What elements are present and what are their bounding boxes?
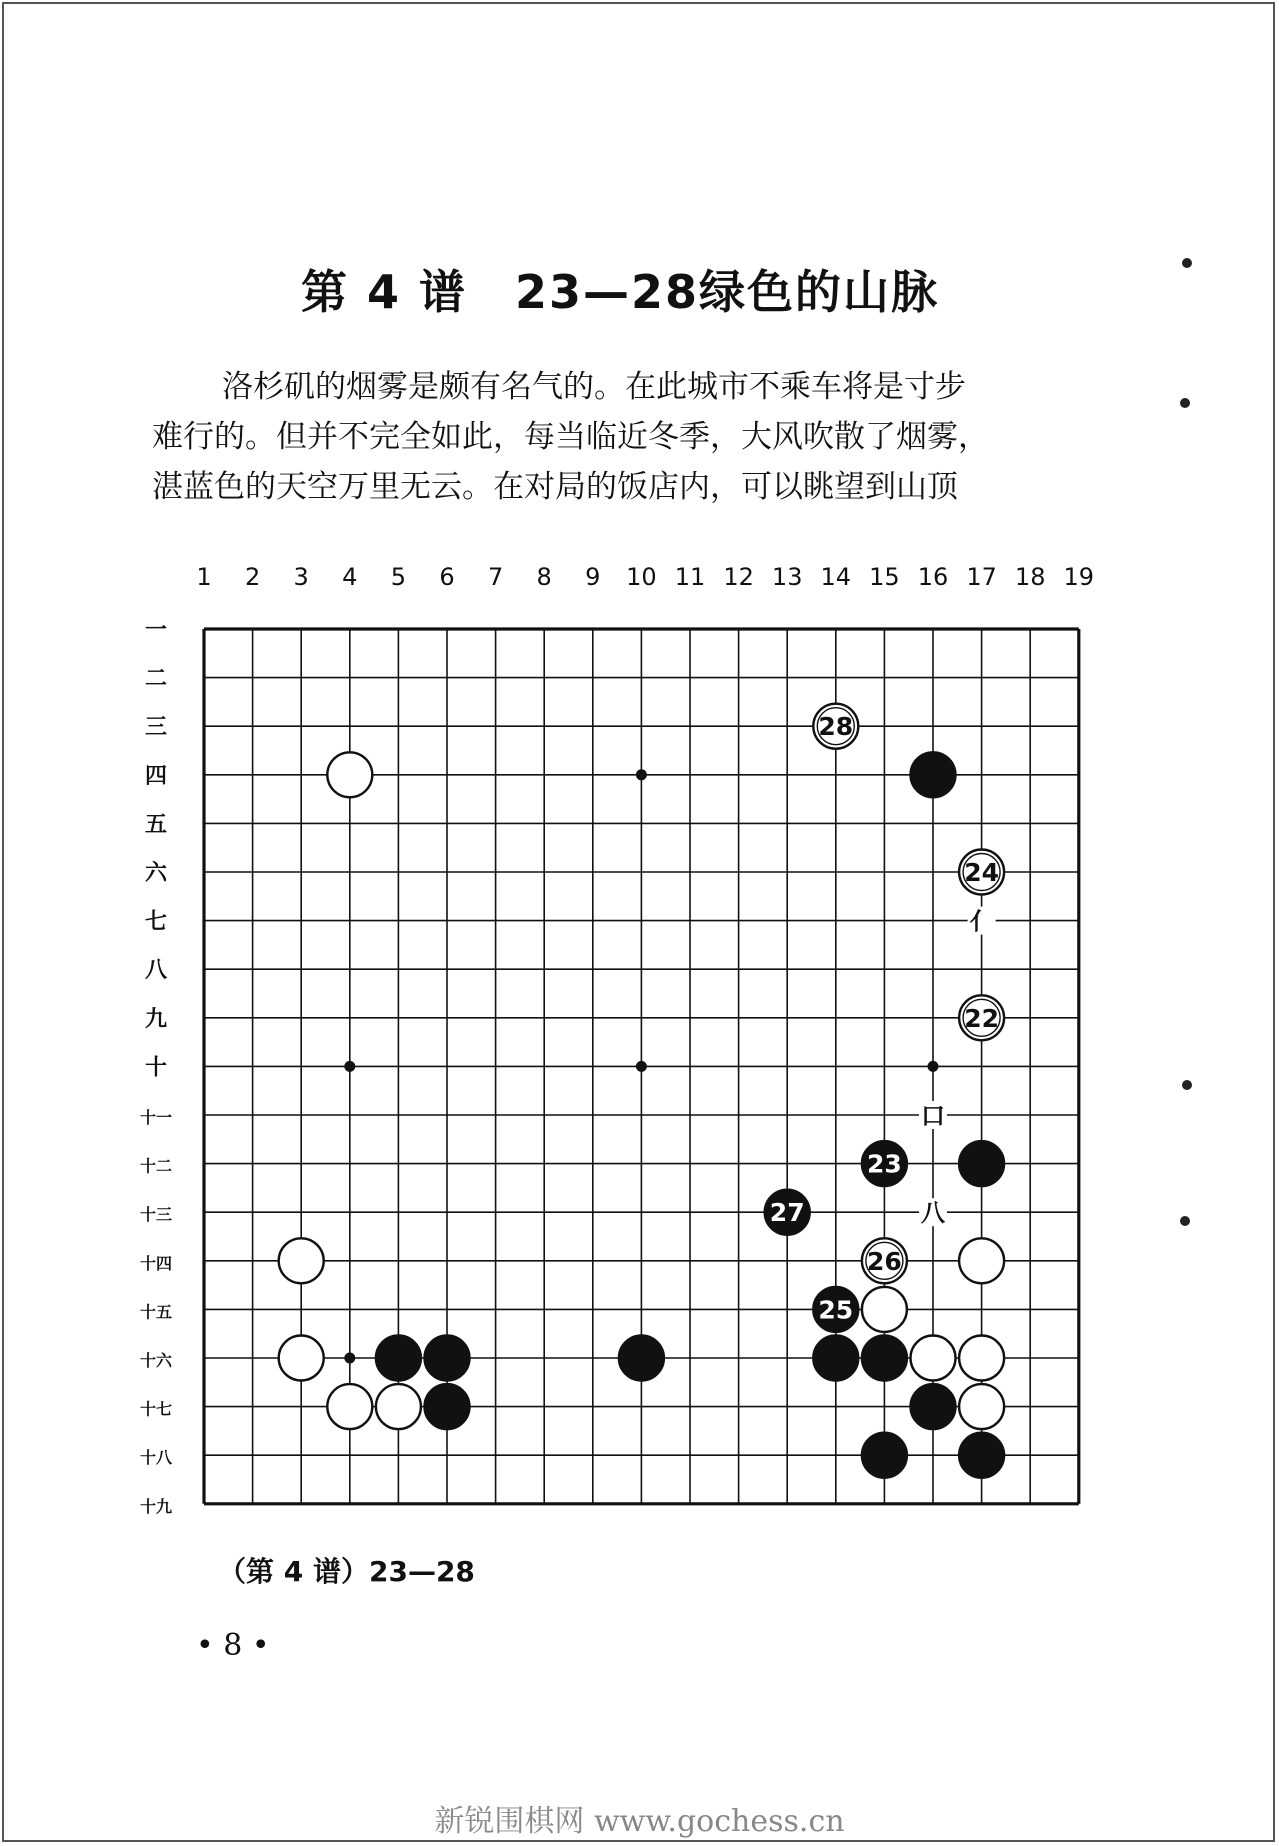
row-label: 十七 [140,1399,173,1419]
black-stone [862,1433,907,1478]
point-mark-label: 口 [921,1102,945,1130]
row-label: 十 [144,1055,168,1081]
row-label: 九 [144,1006,168,1032]
row-label: 五 [144,812,168,838]
white-stone-disc [376,1384,421,1429]
black-stone-disc [619,1336,664,1381]
white-stone-disc [327,1384,372,1429]
go-board-diagram [140,555,1100,1535]
move-number: 23 [867,1149,902,1179]
row-label: 四 [144,763,168,789]
row-label: 十四 [140,1253,173,1273]
point-mark-label: 亻 [969,907,994,936]
row-label: 七 [144,909,168,935]
row-label: 十二 [140,1156,173,1176]
column-label: 9 [585,563,601,591]
black-stone [911,1384,956,1429]
column-label: 13 [771,563,803,591]
black-stone-disc [862,1336,907,1381]
paragraph-line-3: 湛蓝色的天空万里无云。在对局的饭店内，可以眺望到山顶 [152,469,958,505]
page-number: • 8 • [196,1628,270,1663]
column-label: 6 [439,563,455,591]
white-stone-disc [959,1384,1004,1429]
white-stone [327,752,372,797]
white-stone [327,1384,372,1429]
white-stone [376,1384,421,1429]
black-stone [813,1287,858,1332]
white-stone-disc [279,1336,324,1381]
black-stone [813,1336,858,1381]
white-stone-disc [959,1336,1004,1381]
point-mark-label: 八 [921,1199,945,1228]
row-label: 一 [144,618,168,643]
column-label: 2 [244,563,261,591]
column-label: 10 [626,563,657,591]
column-label: 14 [820,563,852,591]
column-label: 18 [1014,563,1046,591]
body-paragraph [152,362,1087,512]
chapter-title: 第 4 谱 23—28绿色的山脉 [300,265,940,319]
column-label: 4 [342,563,358,591]
white-stone [279,1336,324,1381]
star-point [344,1353,355,1364]
column-label: 5 [390,563,407,591]
scan-speck [1182,1080,1192,1090]
white-stone [959,1336,1004,1381]
black-stone-disc [959,1433,1004,1478]
star-point [636,1061,647,1072]
paragraph-line-1: 洛杉矶的烟雾是颇有名气的。在此城市不乘车将是寸步 [222,369,966,405]
diagram-caption: （第 4 谱）23—28 [218,1555,475,1588]
white-stone [959,1384,1004,1429]
move-number: 27 [769,1198,805,1228]
column-label: 19 [1063,563,1095,591]
row-label: 十八 [140,1448,173,1468]
white-stone [862,1287,907,1332]
star-point [636,769,647,780]
white-stone [813,704,858,749]
row-label: 三 [144,715,168,741]
row-label: 六 [144,861,168,886]
black-stone-disc [425,1336,470,1381]
star-point [928,1061,939,1072]
move-number: 24 [964,858,999,887]
column-label: 16 [917,563,949,591]
black-stone [765,1190,810,1235]
white-stone-disc [279,1238,324,1283]
black-stone-disc [376,1336,421,1381]
move-number: 25 [818,1295,854,1325]
white-stone-disc [911,1336,956,1381]
white-stone [279,1238,324,1283]
row-label: 八 [144,958,168,984]
column-label: 7 [487,563,504,591]
white-stone-disc [327,752,372,797]
black-stone-disc [911,752,956,797]
black-stone [959,1433,1004,1478]
column-label: 11 [674,563,706,591]
black-stone [425,1336,470,1381]
row-label: 十六 [140,1351,173,1370]
black-stone [959,1141,1004,1186]
black-stone [862,1336,907,1381]
column-label: 17 [966,563,997,591]
column-label: 12 [723,563,754,591]
scan-speck [1182,258,1192,268]
column-label: 8 [536,563,552,591]
black-stone [911,752,956,797]
black-stone-disc [911,1384,956,1429]
star-point [344,1061,355,1072]
row-label: 十九 [140,1496,173,1516]
black-stone [619,1336,664,1381]
column-label: 1 [196,563,212,591]
scan-speck [1180,398,1190,408]
scan-speck [1180,1216,1190,1226]
row-label: 二 [144,666,168,692]
white-stone-disc [862,1287,907,1332]
column-label: 15 [869,563,900,591]
move-number: 26 [867,1246,902,1276]
row-label: 十五 [140,1302,173,1322]
black-stone-disc [862,1433,907,1478]
black-stone-disc [813,1336,858,1381]
row-label: 十三 [140,1205,173,1225]
column-label: 3 [293,563,309,591]
black-stone [376,1336,421,1381]
white-stone [959,995,1004,1040]
black-stone [425,1384,470,1429]
row-label: 十一 [140,1108,173,1127]
black-stone-disc [959,1141,1004,1186]
paragraph-line-2: 难行的。但并不完全如此，每当临近冬季，大风吹散了烟雾， [152,419,989,455]
white-stone [862,1238,907,1283]
white-stone [959,850,1004,895]
move-number: 28 [818,712,854,742]
move-number: 22 [964,1003,999,1033]
black-stone [862,1141,907,1186]
white-stone [911,1336,956,1381]
white-stone-disc [959,1238,1004,1283]
black-stone-disc [425,1384,470,1429]
site-watermark-footer: 新锐围棋网 www.gochess.cn [434,1804,845,1839]
white-stone [959,1238,1004,1283]
